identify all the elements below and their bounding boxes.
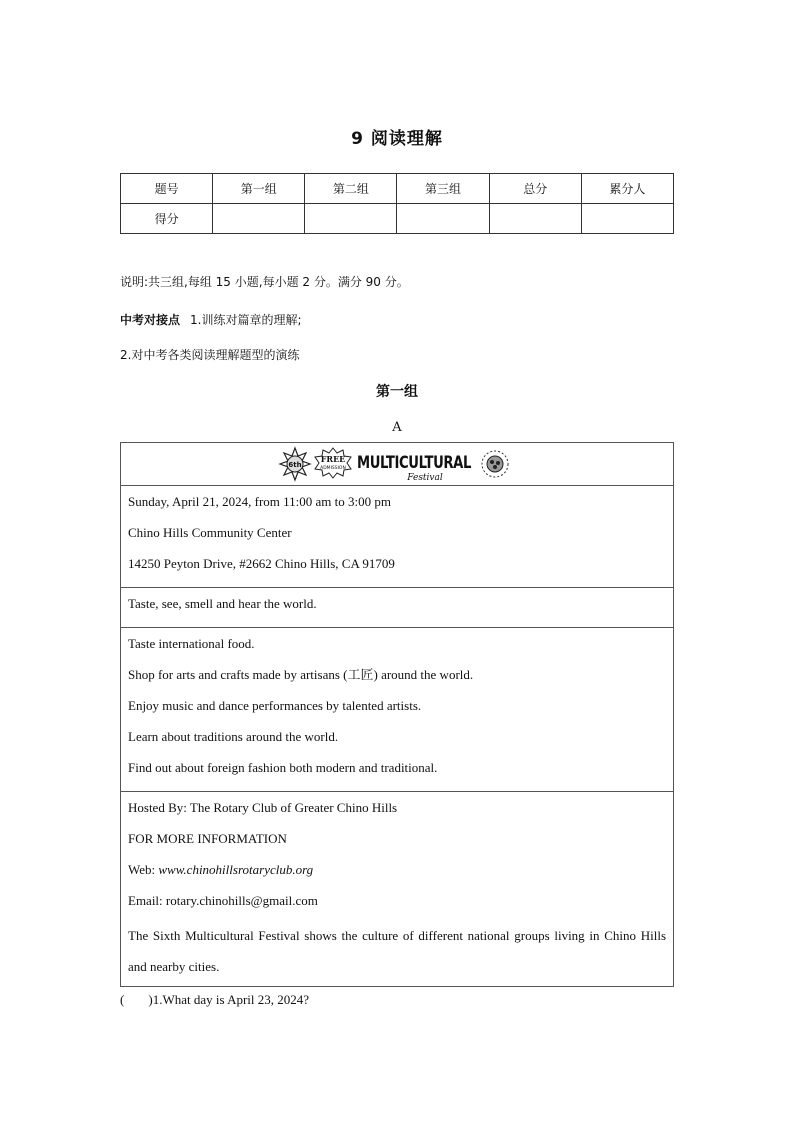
score-header-cell: 第三组 bbox=[397, 174, 489, 204]
score-header-cell: 累分人 bbox=[581, 174, 673, 204]
score-value-cell bbox=[305, 204, 397, 234]
activity-item: Enjoy music and dance performances by talented artists. bbox=[128, 698, 422, 713]
exam-points-label: 中考对接点 bbox=[120, 313, 181, 327]
exam-points-line2: 2.对中考各类阅读理解题型的演练 bbox=[120, 348, 300, 362]
instructions: 说明:共三组,每组 15 小题,每小题 2 分。满分 90 分。 bbox=[120, 275, 409, 289]
exam-points-text: 1.训练对篇章的理解; bbox=[190, 313, 302, 327]
host-line: Hosted By: The Rotary Club of Greater Chino Hills bbox=[128, 800, 398, 815]
festival-notice bbox=[120, 442, 674, 987]
event-date: Sunday, April 21, 2024, from 11:00 am to 3:00 pm bbox=[128, 494, 391, 509]
group-title: 第一组 bbox=[376, 384, 418, 400]
free-text: FREE bbox=[320, 454, 346, 464]
festival-logo-graphic bbox=[277, 445, 517, 483]
page-title: 9 阅读理解 bbox=[351, 129, 443, 149]
score-table bbox=[120, 173, 674, 234]
score-value-cell bbox=[489, 204, 581, 234]
event-venue: Chino Hills Community Center bbox=[128, 525, 292, 540]
question-text: 1.What day is April 23, 2024? bbox=[152, 992, 310, 1007]
admission-text: ADMISSION bbox=[320, 466, 346, 471]
score-header-cell: 总分 bbox=[489, 174, 581, 204]
tagline: Taste, see, smell and hear the world. bbox=[128, 596, 317, 611]
event-address: 14250 Peyton Drive, #2662 Chino Hills, CA 91709 bbox=[128, 556, 395, 571]
activity-item: Taste international food. bbox=[128, 636, 255, 651]
score-value-cell bbox=[581, 204, 673, 234]
festival-description: The Sixth Multicultural Festival shows the culture of different national groups living in Chino Hills and nearby cities. bbox=[128, 928, 666, 974]
multicultural-title: MULTICULTURAL bbox=[357, 453, 472, 473]
activities-section bbox=[121, 627, 673, 791]
badge-text: 6th bbox=[288, 461, 302, 469]
score-value-cell bbox=[213, 204, 305, 234]
exam-points bbox=[120, 311, 302, 328]
activity-item: Find out about foreign fashion both modern and traditional. bbox=[128, 760, 438, 775]
flower-icon bbox=[482, 451, 508, 477]
web-label: Web: bbox=[128, 862, 159, 877]
score-header-cell: 第一组 bbox=[213, 174, 305, 204]
score-value-cell bbox=[397, 204, 489, 234]
web-line bbox=[128, 858, 666, 889]
passage-label: A bbox=[392, 420, 402, 435]
web-link[interactable]: www.chinohillsrotaryclub.org bbox=[158, 862, 314, 877]
anniversary-badge-icon bbox=[280, 448, 310, 480]
score-header-cell: 题号 bbox=[121, 174, 213, 204]
score-row-label: 得分 bbox=[121, 204, 213, 234]
event-info-section bbox=[121, 485, 673, 587]
score-header-cell: 第二组 bbox=[305, 174, 397, 204]
activity-item: Shop for arts and crafts made by artisans (工匠) around the world. bbox=[128, 667, 474, 682]
festival-subtitle: Festival bbox=[407, 473, 443, 483]
email-line: Email: rotary.chinohills@gmail.com bbox=[128, 893, 318, 908]
question-1 bbox=[120, 992, 309, 1008]
tagline-section bbox=[121, 587, 673, 627]
score-table-value-row bbox=[121, 204, 674, 234]
answer-close-paren: ) bbox=[148, 992, 153, 1007]
more-info-heading: FOR MORE INFORMATION bbox=[128, 831, 287, 846]
free-admission-badge-icon bbox=[315, 448, 351, 478]
answer-open-paren: ( bbox=[120, 992, 125, 1007]
score-table-header-row bbox=[121, 174, 674, 204]
info-section bbox=[121, 791, 673, 986]
festival-logo bbox=[121, 443, 673, 485]
activity-item: Learn about traditions around the world. bbox=[128, 729, 339, 744]
